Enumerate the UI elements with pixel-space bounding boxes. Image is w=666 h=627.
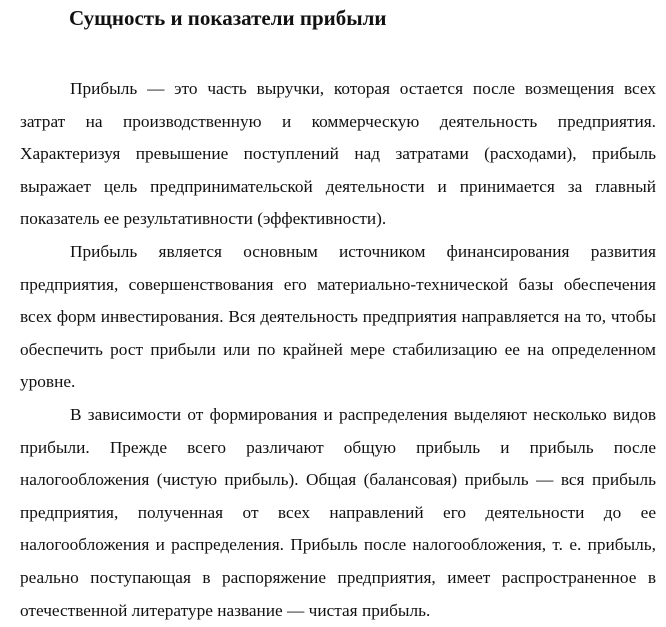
section-heading: Сущность и показатели прибыли <box>69 6 387 30</box>
paragraph-profit-definition: Прибыль — это часть выручки, которая остается после возмещения всех затрат на производственную и коммерческую деятельность предприятия. Характеризуя превышение поступлений над затратами (расходами), прибыль выражает цель предпринимательской деятельности и принимается за главный показатель ее результативности (эффективности). <box>20 79 656 229</box>
paragraph-profit-types: В зависимости от формирования и распределения выделяют несколько видов прибыли. Прежде всего различают общую прибыль и прибыль после налогообложения (чистую прибыль). Общая (балансовая) прибыль — вся прибыль предприятия, полученная от всех направлений его деятельности до ее налогообложения и распределения. Прибыль после налогообложения, т. е. прибыль, реально поступающая в распоряжение предприятия, имеет распространенное в отечественной литературе название — чистая прибыль. <box>20 404 656 620</box>
paragraph-profit-source: Прибыль является основным источником финансирования развития предприятия, совершенствования его материально-технической базы обеспечения всех форм инвестирования. Вся деятельность предприятия направляется на то, чтобы обеспечить рост прибыли или по крайней мере стабилизацию ее на определенном уровне. <box>20 241 656 392</box>
document-body <box>20 73 656 627</box>
